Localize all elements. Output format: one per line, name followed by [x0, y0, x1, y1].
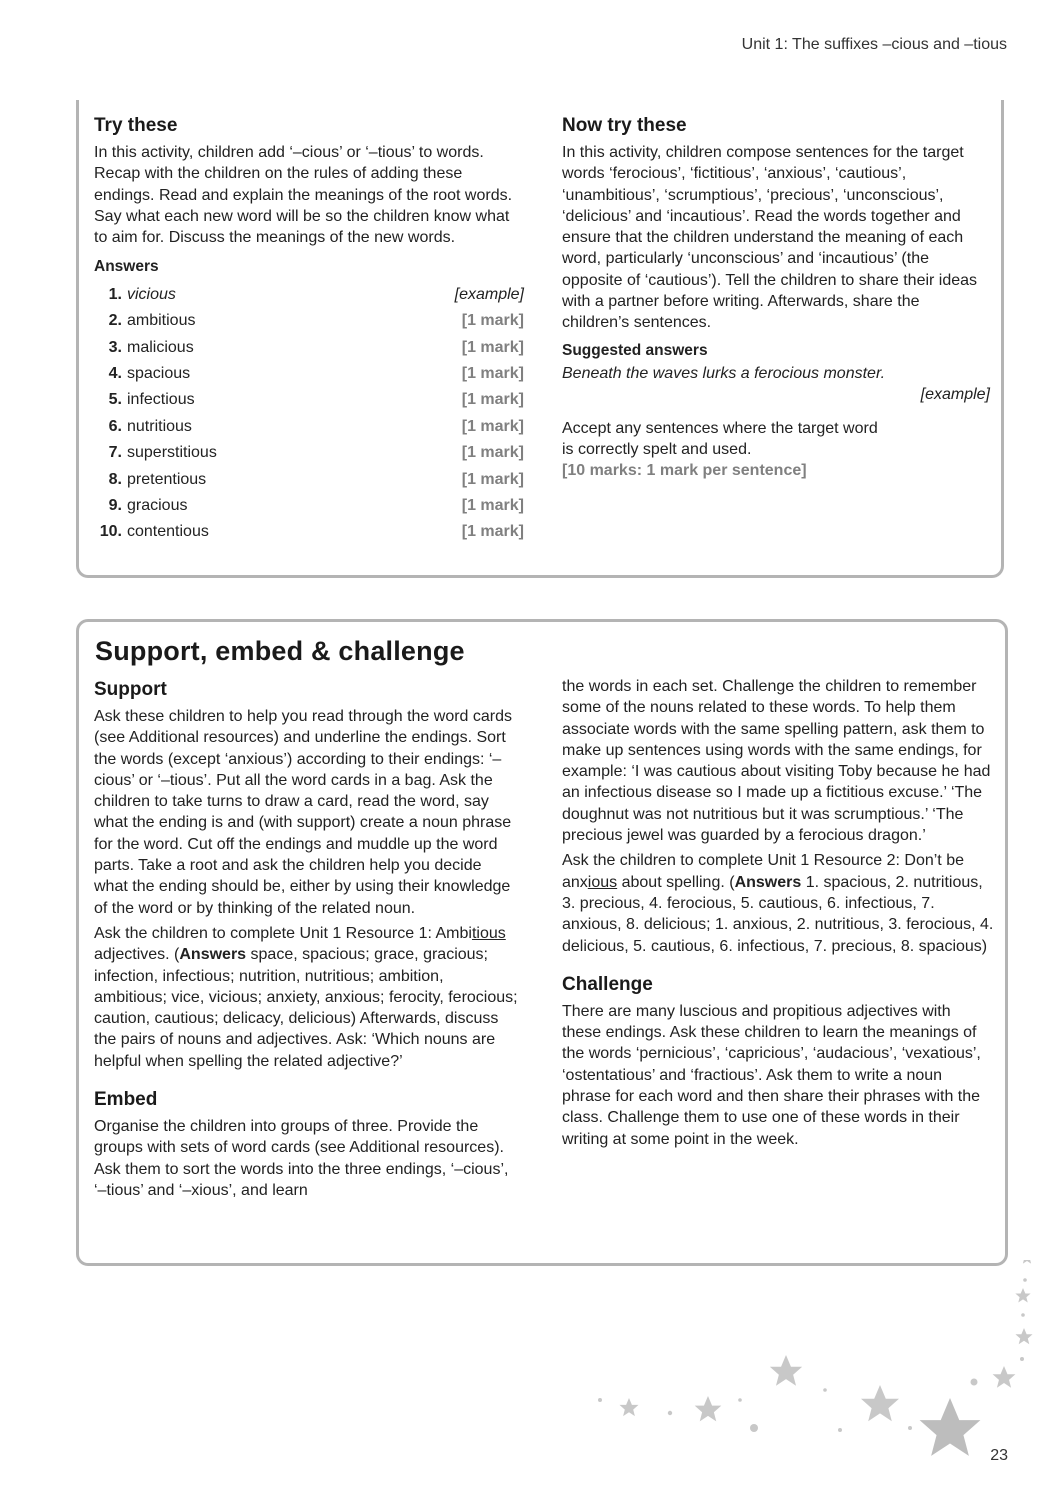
star-icon — [861, 1385, 899, 1421]
answer-row — [94, 493, 524, 519]
answer-row — [94, 387, 524, 413]
marks-text: [10 marks: 1 mark per sentence] — [562, 462, 807, 480]
answer-number: 10. — [99, 523, 122, 541]
dot-icon — [1020, 1357, 1024, 1361]
dot-icon — [668, 1411, 672, 1415]
embed-paragraph-2: Ask the children to complete Unit 1 Resource 2: Don’t be anxious about spelling. (Answers 1. spacious, 2. nutritious, 3. precious, 4. ferocious, 5. cautious, 6. infectious, 7. anxious, 8. delicious; 1. anxious, 2. nutritious, 3. ferocious, 4. delicious, 5. cautious, 6. infectious, 7. precious, 8. spacious) — [562, 852, 994, 955]
answer-row — [94, 440, 524, 466]
answer-word: spacious — [127, 364, 191, 382]
answers-heading: Answers — [94, 258, 159, 276]
star-icon — [1015, 1328, 1032, 1344]
try-these-column — [94, 114, 524, 546]
dot-icon — [598, 1398, 602, 1402]
dot-icon — [971, 1379, 978, 1386]
dot-icon — [1023, 1278, 1027, 1282]
answer-mark: [1 mark] — [461, 523, 524, 541]
star-icon — [695, 1396, 722, 1421]
support-embed-challenge-box — [76, 619, 1008, 1266]
star-icon — [1020, 1260, 1033, 1264]
star-icon — [1015, 1288, 1030, 1302]
answer-row — [94, 335, 524, 361]
answer-number: 1. — [108, 285, 122, 303]
embed-paragraph-1: Organise the children into groups of three. Provide the groups with sets of word cards (see Additional resources). Ask them to sort the words into the three endings, ‘–cious’, ‘–tious’ and ‘–xious’, and learn — [94, 1118, 509, 1199]
embed-heading: Embed — [94, 1089, 158, 1111]
star-icon — [920, 1398, 981, 1456]
answer-mark: [1 mark] — [461, 338, 524, 356]
answer-row — [94, 282, 524, 308]
answer-number: 4. — [108, 364, 122, 382]
answer-word: infectious — [127, 391, 195, 409]
accept-text: Accept any sentences where the target word is correctly spelt and used. — [562, 419, 878, 458]
support-heading: Support — [94, 679, 167, 700]
dot-icon — [738, 1398, 742, 1402]
now-try-these-column — [562, 114, 990, 481]
example-sentence: Beneath the waves lurks a ferocious monster. — [562, 364, 886, 382]
answer-number: 6. — [108, 417, 122, 435]
suggested-answers-heading: Suggested answers — [562, 341, 708, 359]
answer-mark: [1 mark] — [461, 496, 524, 514]
answer-row — [94, 414, 524, 440]
running-head: Unit 1: The suffixes –cious and –tious — [741, 36, 1007, 53]
answer-number: 2. — [108, 312, 122, 330]
answer-number: 9. — [108, 496, 122, 514]
support-paragraph-2: Ask the children to complete Unit 1 Resource 1: Ambitious adjectives. (Answers space, spacious; grace, gracious; infection, infectious; nutrition, nutritious; ambition, ambitious; vice, vicious; anxiety, anxious; ferocity, ferocious; caution, cautious; delicacy, delicious) Afterwards, discuss the pairs of nouns and adjectives. Ask: ‘Which nouns are helpful when spelling the related adjective?’ — [94, 924, 518, 1070]
try-these-body: In this activity, children add ‘–cious’ or ‘–tious’ to words. Recap with the children on the rules of adding these endings. Read and explain the meanings of the root words. Say what each new word will be so the children know what to aim for. Discuss the meanings of the new words. — [94, 144, 513, 247]
answers-list — [94, 282, 524, 546]
dot-icon — [750, 1424, 758, 1432]
example-mark: [example] — [920, 386, 990, 404]
answer-mark: [1 mark] — [461, 312, 524, 330]
decorative-stars — [580, 1260, 1057, 1494]
dot-icon — [1021, 1313, 1025, 1317]
answer-word: ambitious — [127, 312, 196, 330]
activities-box — [76, 100, 1004, 578]
answer-word: superstitious — [127, 444, 217, 462]
answer-number: 7. — [108, 444, 122, 462]
answer-row — [94, 467, 524, 493]
try-these-heading: Try these — [94, 115, 178, 136]
answer-number: 3. — [108, 338, 122, 356]
answer-mark: [example] — [454, 285, 524, 303]
embed-paragraph-1-continued: the words in each set. Challenge the children to remember some of the nouns related to these words. To help them associate words with the same spelling pattern, ask them to make up sentences using words with the same endings, for example: ‘I was cautious about visiting Toby because he had an infectious disease so I made up a fictitious excuse.’ ‘The doughnut was not nutritious but it was scrumptious.’ ‘The precious jewel was guarded by a ferocious dragon.’ — [562, 678, 991, 845]
answer-word: nutritious — [127, 417, 192, 435]
answer-number: 8. — [108, 470, 122, 488]
support-paragraph-1: Ask these children to help you read through the word cards (see Additional resources) and underline the endings. Sort the words (except ‘anxious’) according to their endings: ‘–cious’ or ‘–tious’. Put all the word cards in a bag. Ask the children to take turns to draw a card, read the word, say what the ending is and (with support) create a noun phrase for the word. Cut off the endings and muddle up the word parts. Take a root and ask the children help you decide what the ending should be, either by using their knowledge of the word or by thinking of the related noun. — [94, 708, 513, 917]
dot-icon — [823, 1388, 827, 1392]
star-icon — [620, 1398, 639, 1416]
answer-row — [94, 361, 524, 387]
star-icon — [770, 1355, 802, 1386]
answer-row — [94, 519, 524, 545]
section-title: Support, embed & challenge — [95, 636, 465, 666]
right-column — [562, 676, 994, 1154]
answer-word: malicious — [127, 338, 194, 356]
answer-word: pretentious — [127, 470, 207, 488]
left-column — [94, 678, 518, 1205]
answer-row — [94, 308, 524, 334]
answer-mark: [1 mark] — [461, 364, 524, 382]
challenge-heading: Challenge — [562, 973, 653, 995]
answer-mark: [1 mark] — [461, 444, 524, 462]
answer-mark: [1 mark] — [461, 391, 524, 409]
page-number: 23 — [990, 1447, 1008, 1464]
now-try-these-heading: Now try these — [562, 115, 687, 136]
answer-word: gracious — [127, 496, 188, 514]
answer-mark: [1 mark] — [461, 417, 524, 435]
dot-icon — [838, 1428, 842, 1432]
now-try-these-body: In this activity, children compose sentences for the target words ‘ferocious’, ‘fictitious’, ‘anxious’, ‘cautious’, ‘unambitious’, ‘scrumptious’, ‘precious’, ‘unconscious’, ‘delicious’ and ‘incautious’. Read the words together and ensure that the children understand the meaning of each word, particularly ‘unconscious’ and ‘incautious’ (the opposite of ‘cautious’). Tell the children to share their ideas with a partner before writing. Afterwards, share the children’s sentences. — [562, 144, 978, 332]
challenge-paragraph: There are many luscious and propitious adjectives with these endings. Ask these children to learn the meanings of the words ‘pernicious’, ‘capricious’, ‘audacious’, ‘vexatious’, ‘ostentatious’ and ‘fractious’. Ask them to write a noun phrase for each word and then share their phrases with the class. Challenge them to use one of these words in their writing at some point in the week. — [562, 1002, 981, 1148]
answer-word: vicious — [127, 285, 176, 303]
answer-number: 5. — [108, 391, 122, 409]
answer-mark: [1 mark] — [461, 470, 524, 488]
dot-icon — [908, 1426, 912, 1430]
answer-word: contentious — [127, 523, 209, 541]
star-icon — [993, 1366, 1016, 1388]
